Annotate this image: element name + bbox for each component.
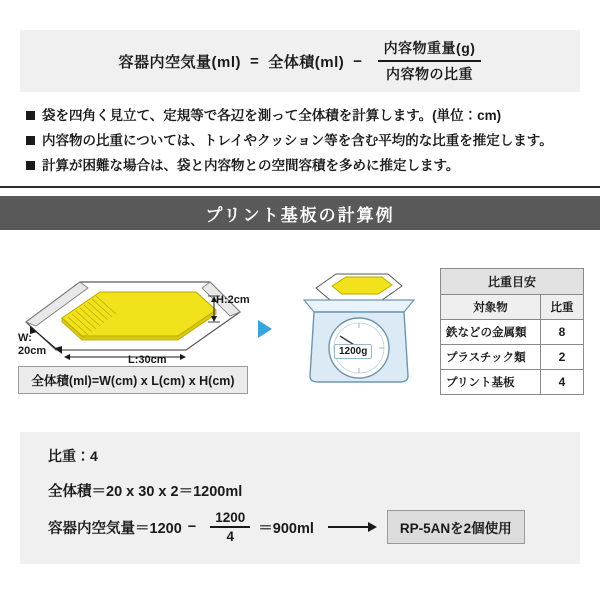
calc-final-minus: − xyxy=(187,519,197,535)
gravity-item-name: プラスチック類 xyxy=(441,345,541,370)
note-item xyxy=(26,131,586,152)
formula-middle-term: 全体積(ml) xyxy=(268,53,345,71)
calc-final-line xyxy=(48,510,525,544)
gravity-item-name: プリント基板 xyxy=(441,370,541,395)
flow-arrow-icon xyxy=(258,320,272,338)
total-volume-formula-text: 全体積(ml)=W(cm) x L(cm) x H(cm) xyxy=(31,374,235,388)
gravity-table-header-item: 対象物 xyxy=(441,295,541,320)
width-dimension-label-line1: W: xyxy=(18,332,32,344)
gravity-table xyxy=(440,268,584,395)
bullet-square-icon xyxy=(26,161,35,170)
result-arrow-head xyxy=(368,522,377,532)
total-volume-formula xyxy=(18,366,248,394)
gravity-table-header-value: 比重 xyxy=(541,295,584,320)
gravity-item-name: 鉄などの金属類 xyxy=(441,320,541,345)
gravity-item-value: 8 xyxy=(541,320,584,345)
width-dimension-label-line2: 20cm xyxy=(18,344,47,357)
scale-illustration xyxy=(288,254,428,394)
formula-row xyxy=(119,38,482,84)
table-row xyxy=(441,370,584,395)
calc-fraction-numerator: 1200 xyxy=(215,510,246,525)
height-dimension-label: H:2cm xyxy=(216,294,250,306)
gravity-table-title-row xyxy=(441,269,584,295)
formula-numerator: 内容物重量(g) xyxy=(383,40,476,56)
result-arrow-shaft xyxy=(328,526,368,528)
calc-fraction-denominator: 4 xyxy=(226,529,235,544)
formula-equals: = xyxy=(250,52,260,70)
table-row xyxy=(441,320,584,345)
bullet-square-icon xyxy=(26,136,35,145)
notes-list xyxy=(26,106,586,181)
section-title: プリント基板の計算例 xyxy=(205,205,395,225)
table-row xyxy=(441,345,584,370)
formula-fraction xyxy=(378,38,482,84)
calc-fraction xyxy=(210,510,250,544)
section-divider xyxy=(0,186,600,188)
calculation-panel xyxy=(20,432,580,564)
scale-reading-label: 1200g xyxy=(334,344,372,359)
parcel-illustration xyxy=(18,258,248,368)
gravity-table-header-row xyxy=(441,295,584,320)
formula-minus: − xyxy=(353,52,363,70)
gravity-item-value: 4 xyxy=(541,370,584,395)
formula-left-term: 容器内空気量(ml) xyxy=(118,53,242,71)
gravity-table-title: 比重目安 xyxy=(441,269,584,295)
gravity-item-value: 2 xyxy=(541,345,584,370)
width-dimension-label xyxy=(18,332,46,357)
calc-final-result: ＝900ml xyxy=(258,520,314,537)
section-header xyxy=(0,196,600,230)
note-text: 内容物の比重については、トレイやクッション等を含む平均的な比重を推定します。 xyxy=(42,132,553,148)
calc-gravity-line: 比重：4 xyxy=(48,448,98,464)
illustration-area xyxy=(0,248,600,408)
formula-box xyxy=(20,30,580,92)
note-text: 計算が困難な場合は、袋と内容物との空間容積を多めに推定します。 xyxy=(42,157,460,173)
bullet-square-icon xyxy=(26,111,35,120)
length-dimension-label: L:30cm xyxy=(128,354,167,366)
note-text: 袋を四角く見立て、定規等で各辺を測って全体積を計算します。(単位：cm) xyxy=(42,108,502,123)
calc-final-prefix: 容器内空気量＝1200 xyxy=(48,520,182,537)
calc-total-line: 全体積＝20 x 30 x 2＝1200ml xyxy=(48,484,243,500)
formula-denominator: 内容物の比重 xyxy=(386,66,473,82)
note-item xyxy=(26,106,586,127)
scale-svg xyxy=(288,254,428,394)
note-item xyxy=(26,156,586,177)
result-box: RP-5ANを2個使用 xyxy=(387,510,525,544)
result-arrow-icon xyxy=(328,522,377,532)
